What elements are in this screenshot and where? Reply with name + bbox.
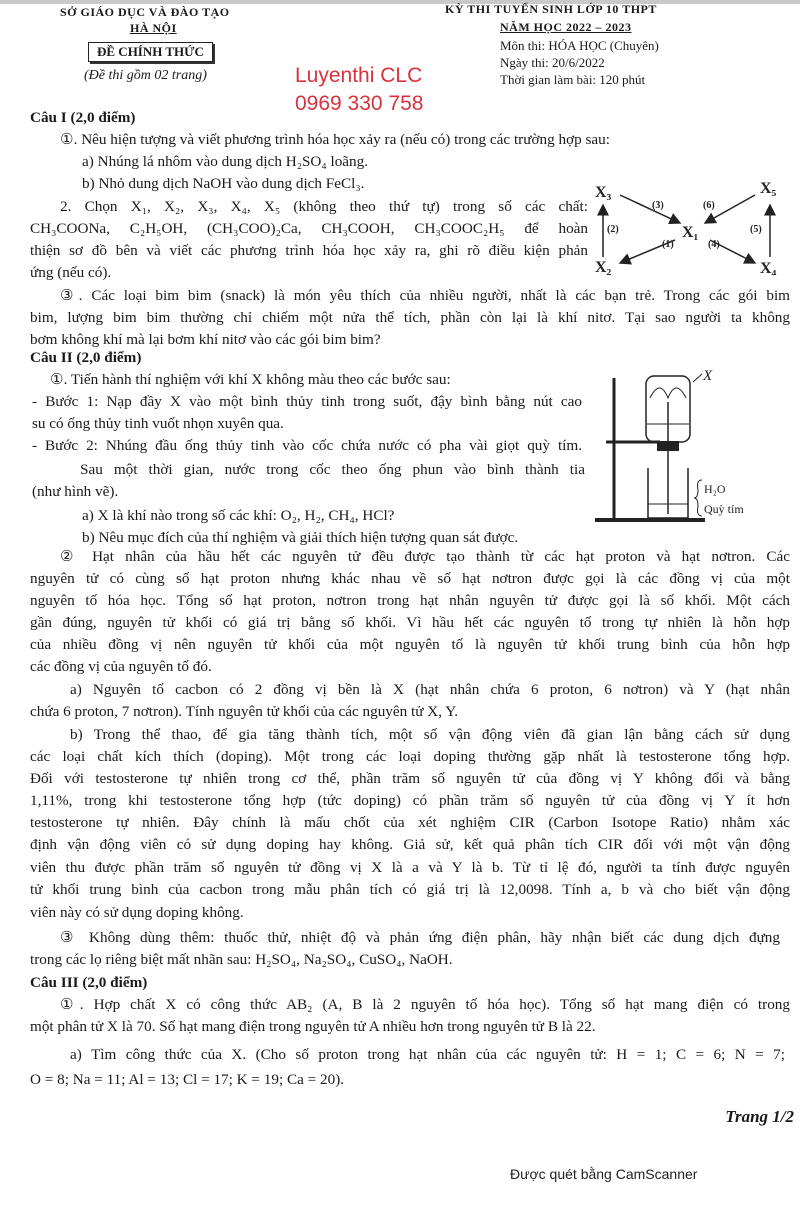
body-text-line: ①. Hợp chất X có công thức AB₂ (A, B là 2 nguyên tố hóa học). Tổng số hạt mang điện có trong (60, 996, 790, 1013)
body-text-line: ①. Tiến hành thí nghiệm với khí X không màu theo các bước sau: (50, 371, 451, 388)
body-text-line: viên này có sử dụng doping không. (30, 904, 244, 921)
body-text-line: ③ Không dùng thêm: thuốc thử, nhiệt độ và phản ứng điện phân, hãy nhận biết các dung dịch đựng (60, 929, 780, 946)
node-x3: X₃ (595, 184, 612, 201)
body-text-line: - Bước 2: Nhúng đầu ống thủy tinh vào cốc chứa nước có pha vài giọt quỳ tím. (32, 437, 582, 454)
body-text-line: b) Trong thể thao, để gia tăng thành tích, một số vận động viên đã gian lận bằng cách sử dụng (70, 726, 790, 743)
water-jet (650, 388, 686, 398)
pages-note: (Đề thi gồm 02 trang) (84, 68, 207, 83)
label-2: (2) (607, 224, 619, 235)
body-text-line: ② Hạt nhân của hầu hết các nguyên tử đều được tạo thành từ các hạt proton và hạt nơtron. Các (60, 548, 790, 565)
scanner-note: Được quét bằng CamScanner (510, 1166, 698, 1182)
body-text-line: CH₃COONa, C₂H₅OH, (CH₃COO)₂Ca, CH₃COOH, CH₃COOC₂H₅ để hoàn (30, 220, 588, 237)
label-5: (5) (750, 224, 762, 235)
body-text-line: ứng (nếu có). (30, 264, 112, 281)
body-text-line: ③. Các loại bim bim (snack) là món yêu thích của nhiều người, nhất là các bạn trẻ. Trong các gói bim (60, 287, 790, 304)
body-text-line: bơm không khí mà lại bơm khí nitơ vào các gói bim bim? (30, 331, 381, 348)
page-number: Trang 1/2 (725, 1107, 794, 1126)
exam-date: Ngày thi: 20/6/2022 (500, 55, 605, 70)
body-text-line: của nhiều đồng vị nên nguyên tử khối của một nguyên tố là nguyên tử khối trung bình của hỗn hợp (30, 636, 790, 653)
body-text-line: một phân tử X là 70. Số hạt mang điện trong nguyên tử A nhiều hơn trong nguyên tử B là 22. (30, 1018, 596, 1035)
body-text-line: b) Nhỏ dung dịch NaOH vào dung dịch FeCl₃. (82, 175, 365, 192)
litmus-label: Quỳ tím (704, 502, 744, 516)
body-text-line: viên thu được phần trăm số nguyên tử đồng vị X là a và Y là b. Từ tỉ lệ đó, người ta tính được nguyên (30, 859, 790, 876)
body-text-line: (như hình vẽ). (32, 483, 119, 500)
body-text-line: 2. Chọn X₁, X₂, X₃, X₄, X₅ (không theo thứ tự) trong số các chất: (60, 198, 588, 215)
body-text-line: - Bước 1: Nạp đầy X vào một bình thủy tinh trong suốt, đậy bình bằng nút cao (32, 393, 582, 410)
scan-top-edge (0, 0, 800, 4)
official-exam-badge: ĐỀ CHÍNH THỨC (88, 42, 213, 62)
body-text-line: Sau một thời gian, nước trong cốc theo ống phun vào bình thành tia (80, 461, 585, 478)
city-name: HÀ NỘI (130, 21, 177, 35)
arrow-3 (620, 195, 680, 223)
body-text-line: testosterone tự nhiên. Đây chính là mấu chốt của xét nghiệm CIR (Carbon Isotope Ratio) nhằm xác (30, 814, 790, 831)
gas-label-pointer (693, 374, 702, 382)
label-1: (1) (662, 239, 674, 250)
watermark-phone: 0969 330 758 (295, 92, 424, 115)
body-text-line: a) Nhúng lá nhôm vào dung dịch H₂SO₄ loãng. (82, 153, 369, 170)
question-heading: Câu I (2,0 điểm) (30, 109, 136, 126)
body-text-line: chứa 6 proton, 7 nơtron). Tính nguyên tử khối của các nguyên tử X, Y. (30, 703, 459, 720)
body-text-line: thiện sơ đồ bên và viết các phương trình hóa học xảy ra, ghi rõ điều kiện phản (30, 242, 588, 259)
question-heading: Câu II (2,0 điểm) (30, 349, 142, 366)
reaction-scheme-diagram (590, 175, 800, 275)
label-4: (4) (708, 239, 720, 250)
subject: Môn thi: HÓA HỌC (Chuyên) (500, 38, 659, 53)
body-text-line: các đồng vị của nguyên tố đó. (30, 658, 212, 675)
body-text-line: a) X là khí nào trong số các khí: O₂, H₂, CH₄, HCl? (82, 507, 395, 524)
gas-x-label: X (703, 368, 713, 384)
question-heading: Câu III (2,0 điểm) (30, 974, 148, 991)
body-text-line: ①. Nêu hiện tượng và viết phương trình hóa học xảy ra (nếu có) trong các trường hợp sau: (60, 131, 610, 148)
body-text-line: trong các lọ riêng biệt mất nhãn sau: H₂SO₄, Na₂SO₄, CuSO₄, NaOH. (30, 951, 453, 968)
exam-name: KỲ THI TUYỂN SINH LỚP 10 THPT (445, 2, 657, 16)
body-text-line: 1,11%, trong khi testosterone tổng hợp (tức doping) có phần trăm số nguyên tử của đồng vị Y ít hơn (30, 792, 790, 809)
body-text-line: a) Tìm công thức của X. (Cho số proton trong hạt nhân của các nguyên tử: H = 1; C = 6; N = 7; (70, 1046, 785, 1063)
body-text-line: các loại chất kích thích (doping). Một trong các loại doping thường gặp nhất là testosterone tổng hợp. (30, 748, 790, 765)
body-text-line: gần đúng, nguyên tử khối có giá trị bằng số khối. Vì hầu hết các nguyên tố trong tự nhiên là hỗn hợp (30, 614, 790, 631)
node-x1: X₁ (682, 224, 699, 241)
body-text-line: a) Nguyên tố cacbon có 2 đồng vị bền là X (hạt nhân chứa 6 proton, 6 nơtron) và Y (hạt nhân (70, 681, 790, 698)
watermark-name: Luyenthi CLC (295, 64, 423, 87)
department-name: SỞ GIÁO DỤC VÀ ĐÀO TẠO (60, 5, 230, 19)
brace (694, 480, 702, 516)
body-text-line: định vận động viên có sử dụng doping hay không. Giả sử, kết quả phân tích CIR đối với một vận động (30, 836, 790, 853)
label-6: (6) (703, 200, 715, 211)
body-text-line: su có ống thủy tinh vuốt nhọn xuyên qua. (32, 415, 284, 432)
body-text-line: nguyên tử có cùng số hạt proton nhưng khác nhau về số hạt nơtron được gọi là các đồng vị của một (30, 570, 790, 587)
body-text-line: bim, lượng bim bim thường chỉ chiếm một nửa thể tích, phần còn lại là khí nitơ. Tại sao người ta không (30, 309, 790, 326)
fountain-experiment-figure (590, 362, 800, 532)
water-label: H₂O (704, 482, 726, 496)
body-text-line: nguyên tố hóa học. Tổng số hạt proton, nơtron trong hạt nhân nguyên tử được gọi là số khối. Một cách (30, 592, 790, 609)
node-x2: X₂ (595, 259, 612, 275)
exam-duration: Thời gian làm bài: 120 phút (500, 72, 646, 87)
node-x4: X₄ (760, 260, 777, 275)
body-text-line: tử khối trung bình của cacbon trong mẫu phân tích có giá trị là 12,0098. Tính a, b và cho biết vận động (30, 881, 790, 898)
label-3: (3) (652, 200, 664, 211)
school-year: NĂM HỌC 2022 – 2023 (500, 20, 632, 34)
body-text-line: b) Nêu mục đích của thí nghiệm và giải thích hiện tượng quan sát được. (82, 529, 519, 546)
node-x5: X₅ (760, 180, 777, 197)
body-text-line: Đối với testosterone tự nhiên trong cơ thể, phần trăm số nguyên tử của đồng vị Y không đổi và bằng (30, 770, 790, 787)
body-text-line: O = 8; Na = 11; Al = 13; Cl = 17; K = 19; Ca = 20). (30, 1071, 345, 1088)
